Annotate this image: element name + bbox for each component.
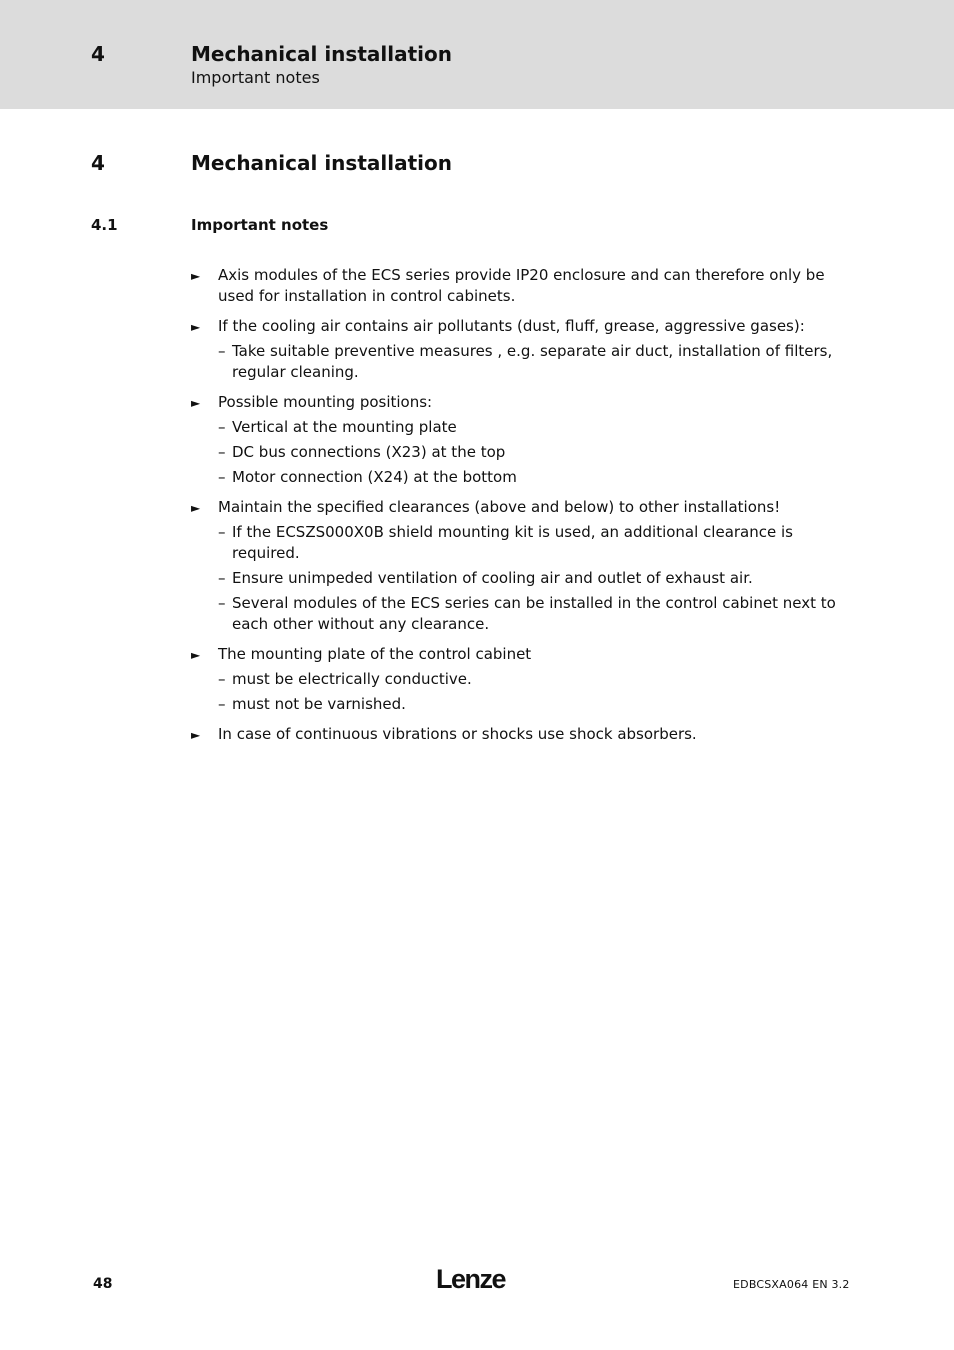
header-subtitle: Important notes (191, 68, 320, 87)
bullet-arrow-icon: ► (191, 320, 201, 334)
dash-marker: – (218, 418, 226, 436)
bullet-arrow-icon: ► (191, 501, 201, 515)
notes-list (191, 265, 851, 754)
document-code: EDBCSXA064 EN 3.2 (733, 1278, 850, 1291)
sub-bullet-text: If the ECSZS000X0B shield mounting kit is used, an additional clearance is required. (232, 523, 793, 562)
bullet-item (191, 392, 851, 488)
bullet-arrow-icon: ► (191, 728, 201, 742)
sub-bullet-item (218, 417, 851, 438)
bullet-item (191, 644, 851, 715)
bullet-text: Possible mounting positions: (218, 393, 433, 411)
dash-marker: – (218, 523, 226, 541)
bullet-text: If the cooling air contains air pollutants (dust, fluff, grease, aggressive gases): (218, 317, 805, 335)
sub-bullet-item (218, 341, 851, 383)
sub-bullet-text: must not be varnished. (232, 695, 406, 713)
sub-bullet-text: Ensure unimpeded ventilation of cooling air and outlet of exhaust air. (232, 569, 753, 587)
sub-bullet-text: Vertical at the mounting plate (232, 418, 457, 436)
lenze-logo: Lenze (436, 1264, 506, 1294)
section-title: Mechanical installation (191, 151, 452, 175)
bullet-arrow-icon: ► (191, 396, 201, 410)
dash-marker: – (218, 443, 226, 461)
subsection-number: 4.1 (91, 216, 118, 234)
section-number: 4 (91, 151, 105, 175)
sub-bullet-text: DC bus connections (X23) at the top (232, 443, 506, 461)
header-band (0, 0, 954, 109)
bullet-text: In case of continuous vibrations or shocks use shock absorbers. (218, 725, 697, 743)
bullet-arrow-icon: ► (191, 648, 201, 662)
bullet-item (191, 497, 851, 635)
header-chapter-number: 4 (91, 42, 105, 66)
sub-bullet-text: Several modules of the ECS series can be installed in the control cabinet next to each other without any clearance. (232, 594, 836, 633)
sub-bullet-item (218, 522, 851, 564)
sub-bullet-item (218, 593, 851, 635)
page-number: 48 (93, 1276, 113, 1292)
sub-bullet-item (218, 669, 851, 690)
bullet-text: The mounting plate of the control cabinet (218, 645, 532, 663)
bullet-text: Axis modules of the ECS series provide IP20 enclosure and can therefore only be used for installation in control cabinets. (218, 266, 825, 305)
dash-marker: – (218, 594, 226, 612)
dash-marker: – (218, 468, 226, 486)
dash-marker: – (218, 695, 226, 713)
sub-bullet-item (218, 694, 851, 715)
bullet-item (191, 724, 851, 745)
dash-marker: – (218, 670, 226, 688)
bullet-text: Maintain the specified clearances (above and below) to other installations! (218, 498, 781, 516)
sub-bullet-item (218, 467, 851, 488)
sub-bullet-text: Take suitable preventive measures , e.g. separate air duct, installation of filters, regular cleaning. (232, 342, 833, 381)
sub-bullet-text: Motor connection (X24) at the bottom (232, 468, 517, 486)
dash-marker: – (218, 342, 226, 360)
bullet-item (191, 265, 851, 307)
sub-bullet-text: must be electrically conductive. (232, 670, 472, 688)
header-chapter-title: Mechanical installation (191, 42, 452, 66)
dash-marker: – (218, 569, 226, 587)
bullet-arrow-icon: ► (191, 269, 201, 283)
sub-bullet-item (218, 568, 851, 589)
bullet-item (191, 316, 851, 383)
subsection-title: Important notes (191, 216, 329, 234)
sub-bullet-item (218, 442, 851, 463)
